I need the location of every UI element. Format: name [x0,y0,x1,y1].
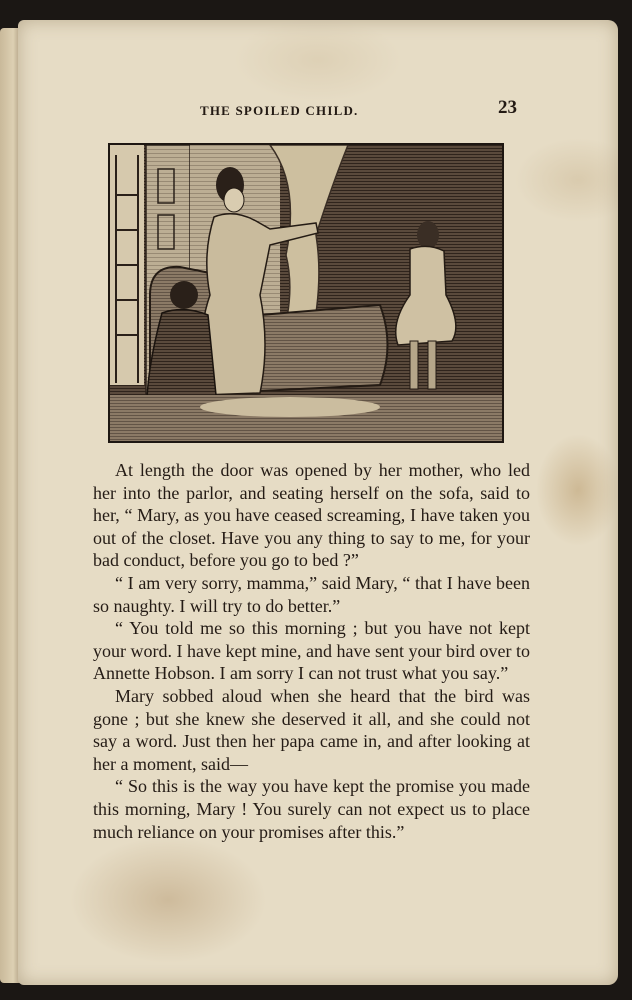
engraving-mother-and-children-in-parlor-icon [110,145,502,441]
body-text [93,459,530,843]
paragraph: “ I am very sorry, mamma,” said Mary, “ that I have been so naughty. I will try to do better.” [93,572,530,616]
paragraph: “ So this is the way you have kept the promise you made this morning, Mary ! You surely can not expect us to place much reliance on your promises after this.” [93,776,530,842]
paragraph: Mary sobbed aloud when she heard that the bird was gone ; but she knew she deserved it all, and she could not say a word. Just then her papa came in, and after looking at her a moment, said— [93,685,530,774]
engraving-illustration [108,143,504,443]
paragraph: “ You told me so this morning ; but you have not kept your word. I have kept mine, and have sent your bird over to Annette Hobson. I am sorry I can not trust what you say.” [93,618,530,684]
page-number: 23 [498,97,517,118]
running-head: THE SPOILED CHILD. [200,103,359,118]
paragraph: At length the door was opened by her mother, who led her into the parlor, and seating herself on the sofa, said to her, “ Mary, as you have ceased screaming, I have taken you out of the closet. Have you any thing to say to me, for your bad conduct, before you go to bed ?” [93,460,530,571]
